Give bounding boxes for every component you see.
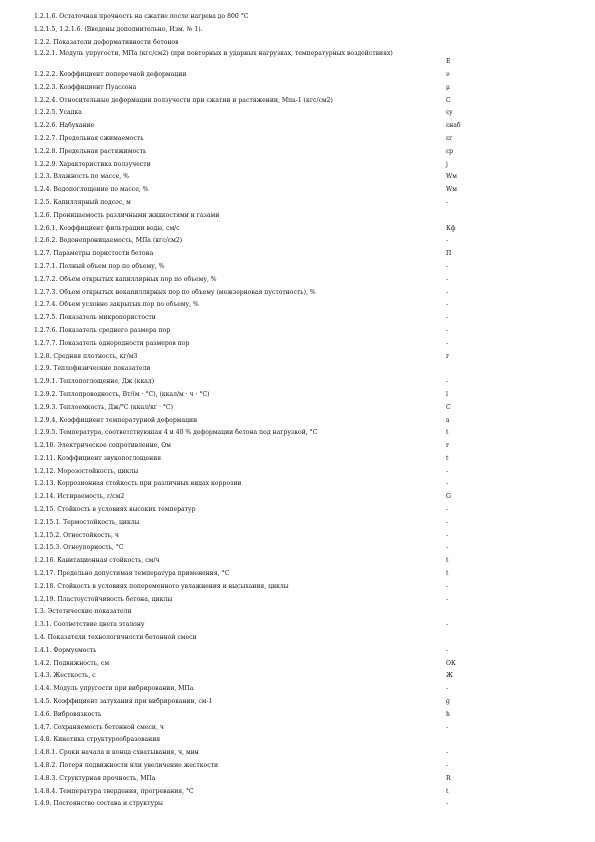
indicator-symbol: Ж — [446, 672, 453, 680]
list-item — [34, 440, 474, 453]
indicator-label: 1.2.2. Показатели деформативности бетонов — [34, 38, 179, 46]
indicator-symbol: - — [446, 198, 449, 206]
list-item — [34, 645, 474, 658]
list-item — [34, 363, 474, 376]
indicator-symbol: - — [446, 339, 449, 347]
indicator-symbol: g — [446, 698, 450, 706]
indicator-symbol: Кф — [446, 224, 456, 232]
list-item — [34, 606, 474, 619]
indicator-label: 1.3. Эстетические показатели — [34, 608, 132, 616]
indicator-label: 1.2.19. Пластоустойчивость бетона, циклы — [34, 595, 173, 603]
indicator-label: 1.2.8. Средняя плотность, кг/м3 — [34, 352, 138, 360]
indicator-label: 1.2.16. Кавитационная стойкость, см/ч — [34, 557, 160, 565]
list-item — [34, 274, 474, 287]
indicator-symbol: С — [446, 96, 451, 104]
indicator-symbol: - — [446, 544, 449, 552]
indicator-symbol: r — [446, 352, 449, 360]
list-item — [34, 184, 474, 197]
indicator-symbol: С — [446, 403, 451, 411]
list-item — [34, 389, 474, 402]
indicator-label: 1.2.9.5. Температура, соответствующая 4 и 40 % деформации бетона под нагрузкой, °С — [34, 429, 318, 437]
indicator-label: 1.4.8.2. Потеря подвижности или увеличение жесткости — [34, 762, 219, 770]
list-item — [34, 555, 474, 568]
indicator-symbol: l — [446, 390, 448, 398]
indicator-label: 1.2.5. Капиллярный подсос, м — [34, 198, 131, 206]
indicator-label: 1.2.2.5. Усадка — [34, 109, 82, 117]
indicator-symbol: - — [446, 467, 449, 475]
indicator-label: 1.2.7.6. Показатель среднего размера пор — [34, 326, 171, 334]
indicator-symbol: t — [446, 454, 449, 462]
indicator-symbol: h — [446, 710, 450, 718]
indicator-symbol: - — [446, 646, 449, 654]
indicator-symbol: t — [446, 787, 449, 795]
indicator-label: 1.2.7.5. Показатель микропористости — [34, 314, 156, 322]
indicator-label: 1.4.1. Формуемость — [34, 646, 97, 654]
list-item — [34, 747, 474, 760]
list-item — [34, 133, 474, 146]
list-item — [34, 261, 474, 274]
indicator-label: 1.4.8.1. Сроки начала и конца схватывания, ч, мин — [34, 749, 199, 757]
indicator-symbol: εг — [446, 134, 453, 142]
list-item — [34, 734, 474, 747]
indicator-label: 1.2.15.3. Огнеупорность, °С — [34, 544, 124, 552]
list-item — [34, 760, 474, 773]
indicator-label: 1.2.18. Стойкость в условиях попеременного увлажнения и высыхания, циклы — [34, 582, 289, 590]
list-item — [34, 722, 474, 735]
list-item — [34, 709, 474, 722]
indicator-symbol: П — [446, 250, 452, 258]
list-item — [34, 594, 474, 607]
list-item — [34, 159, 474, 172]
indicator-symbol: ОК — [446, 659, 456, 667]
indicator-symbol: - — [446, 621, 449, 629]
list-item — [34, 146, 474, 159]
list-item — [34, 542, 474, 555]
indicator-symbol: - — [446, 301, 449, 309]
indicator-label: 1.4.8.3. Структурная прочность, МПа — [34, 774, 156, 782]
indicator-label: 1.2.7. Параметры пористости бетона — [34, 250, 154, 258]
indicator-label: 1.2.2.7. Предельная сжимаемость — [34, 134, 144, 142]
list-item — [34, 427, 474, 440]
list-item — [34, 69, 474, 82]
indicator-label: 1.2.12. Морозостойкость, циклы — [34, 467, 139, 475]
list-item — [34, 287, 474, 300]
list-item — [34, 415, 474, 428]
indicator-symbol: G — [446, 493, 451, 501]
indicator-label: 1.2.7.3. Объем открытых некапиллярных пор по объему (межзерновая пустотность), % — [34, 288, 316, 296]
indicator-symbol: - — [446, 506, 449, 514]
list-item — [34, 517, 474, 530]
indicator-label: 1.2.6.1. Коэффициент фильтрации воды, см/с — [34, 224, 180, 232]
indicator-symbol: - — [446, 685, 449, 693]
indicator-label: 1.2.2.4. Относительные деформации ползучести при сжатии и растяжении, Мпа-1 (кгс/см2) — [34, 96, 333, 104]
indicator-label: 1.2.3. Влажность по массе, % — [34, 173, 129, 181]
list-item — [34, 49, 474, 69]
indicator-label: 1.4.3. Жесткость, с — [34, 672, 96, 680]
indicator-label: 1.2.4. Водопоглощение по массе, % — [34, 186, 149, 194]
indicator-symbol: - — [446, 237, 449, 245]
indicator-symbol: Wм — [446, 186, 458, 194]
list-item — [34, 670, 474, 683]
indicator-label: 1.4.5. Коэффициент затухания при вибрировании, см-1 — [34, 698, 213, 706]
indicator-symbol: - — [446, 262, 449, 270]
list-item — [34, 11, 474, 24]
indicator-symbol: - — [446, 595, 449, 603]
list-item — [34, 338, 474, 351]
indicator-symbol: μ — [446, 83, 450, 91]
indicator-label: 1.4. Показатели технологичности бетонной смеси — [34, 634, 197, 642]
indicator-label: 1.2.9.4. Коэффициент температурной деформации — [34, 416, 198, 424]
indicator-symbol: Wм — [446, 173, 458, 181]
list-item — [34, 299, 474, 312]
indicator-label: 1.2.13. Коррозионная стойкость при различных видах коррозии — [34, 480, 242, 488]
list-item — [34, 37, 474, 50]
list-item — [34, 312, 474, 325]
list-item — [34, 402, 474, 415]
list-item — [34, 798, 474, 811]
list-item — [34, 619, 474, 632]
indicator-symbol: - — [446, 275, 449, 283]
list-item — [34, 632, 474, 645]
list-item — [34, 107, 474, 120]
indicator-label: 1.2.9. Теплофизические показатели — [34, 365, 151, 373]
indicator-label: 1.2.9.3. Теплоемкость, Дж/°С (ккал/кг · °С) — [34, 403, 173, 411]
list-item — [34, 786, 474, 799]
list-item — [34, 478, 474, 491]
list-item — [34, 82, 474, 95]
indicator-symbol: εу — [446, 109, 453, 117]
list-item — [34, 453, 474, 466]
indicator-symbol: - — [446, 723, 449, 731]
indicator-label: 1.4.4. Модуль упругости при вибрировании, МПа — [34, 685, 194, 693]
indicator-symbol: r — [446, 442, 449, 450]
indicator-label: 1.2.2.1. Модуль упругости, МПа (кгс/см2) (при повторных и ударных нагрузках, температурных воздействиях) — [34, 50, 393, 58]
indicator-symbol: εнаб — [446, 122, 461, 130]
indicator-label: 1.2.9.2. Теплопроводность, Вт/(м · °С), (ккал/м · ч · °С) — [34, 390, 210, 398]
indicator-symbol: R — [446, 774, 451, 782]
list-item — [34, 235, 474, 248]
list-item — [34, 248, 474, 261]
indicator-label: 1.2.1.5, 1.2.1.6. (Введены дополнительно, Изм. № 1). — [34, 25, 203, 33]
list-item — [34, 95, 474, 108]
indicator-label: 1.2.6. Проницаемость различными жидкостями и газами — [34, 211, 220, 219]
indicator-symbol: - — [446, 762, 449, 770]
indicator-label: 1.2.7.4. Объем условно закрытых пор по объему, % — [34, 301, 199, 309]
indicator-label: 1.2.2.9. Характеристика ползучести — [34, 160, 151, 168]
indicator-symbol: Е — [446, 58, 451, 66]
list-item — [34, 658, 474, 671]
list-item — [34, 325, 474, 338]
list-item — [34, 491, 474, 504]
indicator-symbol: t — [446, 557, 449, 565]
list-item — [34, 530, 474, 543]
indicator-symbol: - — [446, 800, 449, 808]
indicator-symbol: j — [446, 160, 448, 168]
indicator-label: 1.2.14. Истираемость, г/см2 — [34, 493, 125, 501]
document-body — [34, 11, 474, 811]
list-item — [34, 683, 474, 696]
indicator-label: 1.2.2.3. Коэффициент Пуассона — [34, 83, 137, 91]
indicator-label: 1.2.7.2. Объем открытых капиллярных пор по объему, % — [34, 275, 217, 283]
indicator-label: 1.2.11. Коэффициент звукопоглощения — [34, 454, 162, 462]
indicator-label: 1.2.1.6. Остаточная прочность на сжатие после нагрева до 800 °С — [34, 13, 249, 20]
indicator-label: 1.4.2. Подвижность, см — [34, 659, 110, 667]
list-item — [34, 171, 474, 184]
indicator-label: 1.2.9.1. Теплопоглощение, Дж (ккал) — [34, 378, 155, 386]
indicator-label: 1.2.2.6. Набухание — [34, 122, 95, 130]
indicator-label: 1.2.17. Предельно допустимая температура применения, °С — [34, 570, 230, 578]
indicator-symbol: - — [446, 518, 449, 526]
list-item — [34, 24, 474, 37]
list-item — [34, 376, 474, 389]
list-item — [34, 696, 474, 709]
indicator-symbol: ν — [446, 70, 450, 78]
indicator-label: 1.2.2.2. Коэффициент поперечной деформации — [34, 70, 187, 78]
indicator-symbol: - — [446, 288, 449, 296]
list-item — [34, 210, 474, 223]
indicator-label: 1.2.15.2. Огнестойкость, ч — [34, 531, 119, 539]
indicator-label: 1.4.6. Вибровязкость — [34, 710, 102, 718]
list-item — [34, 773, 474, 786]
indicator-label: 1.2.7.7. Показатель однородности размеров пор — [34, 339, 190, 347]
indicator-label: 1.4.8. Кинетика структурообразования — [34, 736, 161, 744]
indicator-symbol: - — [446, 314, 449, 322]
indicator-label: 1.2.15. Стойкость в условиях высоких температур — [34, 506, 196, 514]
indicator-label: 1.2.2.8. Предельная растяжимость — [34, 147, 147, 155]
list-item — [34, 197, 474, 210]
list-item — [34, 581, 474, 594]
indicator-symbol: - — [446, 531, 449, 539]
list-item — [34, 223, 474, 236]
indicator-symbol: - — [446, 326, 449, 334]
indicator-label: 1.4.9. Постоянство состава и структуры — [34, 800, 163, 808]
indicator-label: 1.2.15.1. Термостойкость, циклы — [34, 518, 140, 526]
indicator-symbol: - — [446, 378, 449, 386]
indicator-symbol: - — [446, 480, 449, 488]
list-item — [34, 568, 474, 581]
indicator-symbol: - — [446, 582, 449, 590]
indicator-label: 1.2.7.1. Полный объем пор по объему, % — [34, 262, 165, 270]
indicator-label: 1.2.10. Электрическое сопротивление, Ом — [34, 442, 171, 450]
indicator-symbol: εр — [446, 147, 454, 155]
list-item — [34, 466, 474, 479]
list-item — [34, 351, 474, 364]
indicator-symbol: t — [446, 570, 449, 578]
indicator-symbol: t — [446, 429, 449, 437]
indicator-symbol: - — [446, 749, 449, 757]
indicator-label: 1.2.6.2. Водонепроницаемость, МПа (кгс/см2) — [34, 237, 183, 245]
list-item — [34, 120, 474, 133]
indicator-label: 1.4.7. Сохраняемость бетонной смеси, ч — [34, 723, 164, 731]
indicator-label: 1.3.1. Соответствие цвета эталону — [34, 621, 145, 629]
indicator-label: 1.4.8.4. Температура твердения, прогревания, °С — [34, 787, 194, 795]
list-item — [34, 504, 474, 517]
indicator-symbol: a — [446, 416, 450, 424]
